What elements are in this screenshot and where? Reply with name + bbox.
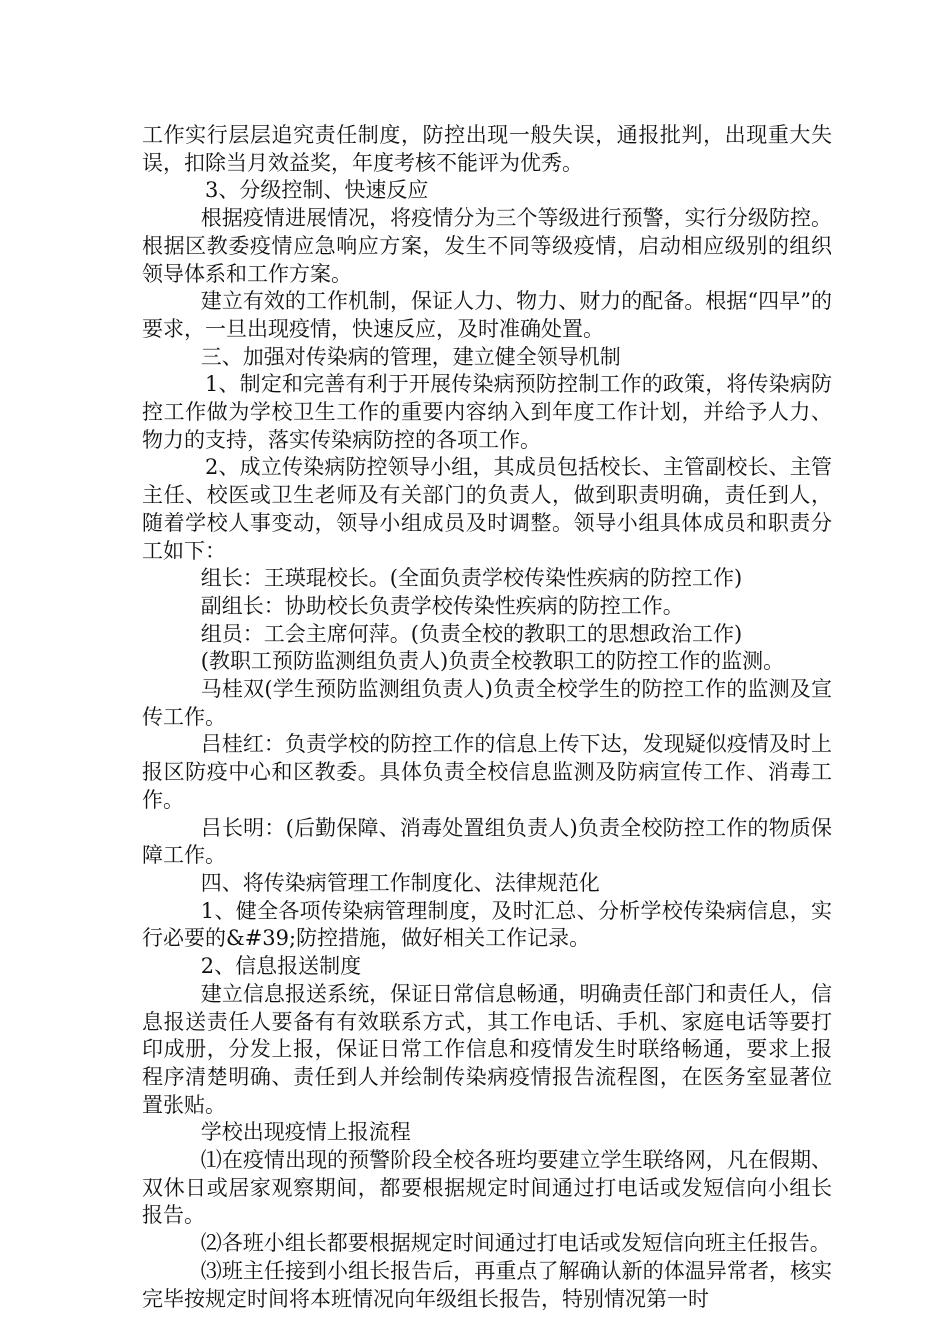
paragraph: 副组长：协助校长负责学校传染性疾病的防控工作。 — [200, 593, 684, 618]
paragraph: ⑵各班小组长都要根据规定时间通过打电话或发短信向班主任报告。 — [200, 1231, 831, 1256]
paragraph: 建立信息报送系统，保证日常信息畅通，明确责任部门和责任人，信息报送责任人要备有有效联系方式，其工作电话、手机、家庭电话等要打印成册，分发上报，保证日常工作信息和疫情发生时联络畅通，要求上报程序清楚明确、责任到人并绘制传染病疫情报告流程图，在医务室显著位置张贴。 — [142, 981, 832, 1117]
paragraph: 工作实行层层追究责任制度，防控出现一般失误，通报批判，出现重大失误，扣除当月效益奖，年度考核不能评为优秀。 — [142, 123, 832, 175]
paragraph: 1、制定和完善有利于开展传染病预防控制工作的政策，将传染病防控工作做为学校卫生工作的重要内容纳入到年度工作计划，并给予人力、物力的支持，落实传染病防控的各项工作。 — [142, 372, 832, 452]
paragraph: ⑴在疫情出现的预警阶段全校各班均要建立学生联络网，凡在假期、双休日或居家观察期间，都要根据规定时间通过打电话或发短信向小组长报告。 — [142, 1148, 832, 1228]
paragraph: 组员：工会主席何萍。(负责全校的教职工的思想政治工作) — [200, 621, 743, 646]
paragraph: 建立有效的工作机制，保证人力、物力、财力的配备。根据“四早”的要求，一旦出现疫情，快速反应，及时准确处置。 — [142, 289, 832, 341]
document-body — [142, 122, 832, 1313]
section-heading: 3、分级控制、快速反应 — [205, 178, 429, 203]
section-heading: 学校出现疫情上报流程 — [200, 1120, 411, 1145]
paragraph: (教职工预防监测组负责人)负责全校教职工的防控工作的监测。 — [200, 649, 785, 674]
paragraph: 组长：王瑛琨校长。(全面负责学校传染性疾病的防控工作) — [200, 566, 743, 591]
section-heading: 2、信息报送制度 — [200, 954, 362, 979]
paragraph: ⑶班主任接到小组长报告后，再重点了解确认新的体温异常者，核实完毕按规定时间将本班情况向年级组长报告，特别情况第一时 — [142, 1258, 832, 1311]
paragraph: 根据疫情进展情况，将疫情分为三个等级进行预警，实行分级防控。根据区教委疫情应急响应方案，发生不同等级疫情，启动相应级别的组织领导体系和工作方案。 — [142, 206, 832, 286]
paragraph: 马桂双(学生预防监测组负责人)负责全校学生的防控工作的监测及宣传工作。 — [142, 677, 832, 729]
section-heading: 三、加强对传染病的管理，建立健全领导机制 — [200, 344, 621, 369]
paragraph: 吕长明：(后勤保障、消毒处置组负责人)负责全校防控工作的物质保障工作。 — [142, 815, 832, 868]
paragraph: 吕桂红：负责学校的防控工作的信息上传下达，发现疑似疫情及时上报区防疫中心和区教委。具体负责全校信息监测及防病宣传工作、消毒工作。 — [142, 732, 832, 812]
paragraph: 1、健全各项传染病管理制度，及时汇总、分析学校传染病信息，实行必要的&#39;防控措施，做好相关工作记录。 — [142, 898, 832, 951]
section-heading: 四、将传染病管理工作制度化、法律规范化 — [200, 870, 600, 895]
paragraph: 2、成立传染病防控领导小组，其成员包括校长、主管副校长、主管主任、校医或卫生老师及有关部门的负责人，做到职责明确，责任到人，随着学校人事变动，领导小组成员及时调整。领导小组具体成员和职责分工如下： — [142, 455, 832, 563]
